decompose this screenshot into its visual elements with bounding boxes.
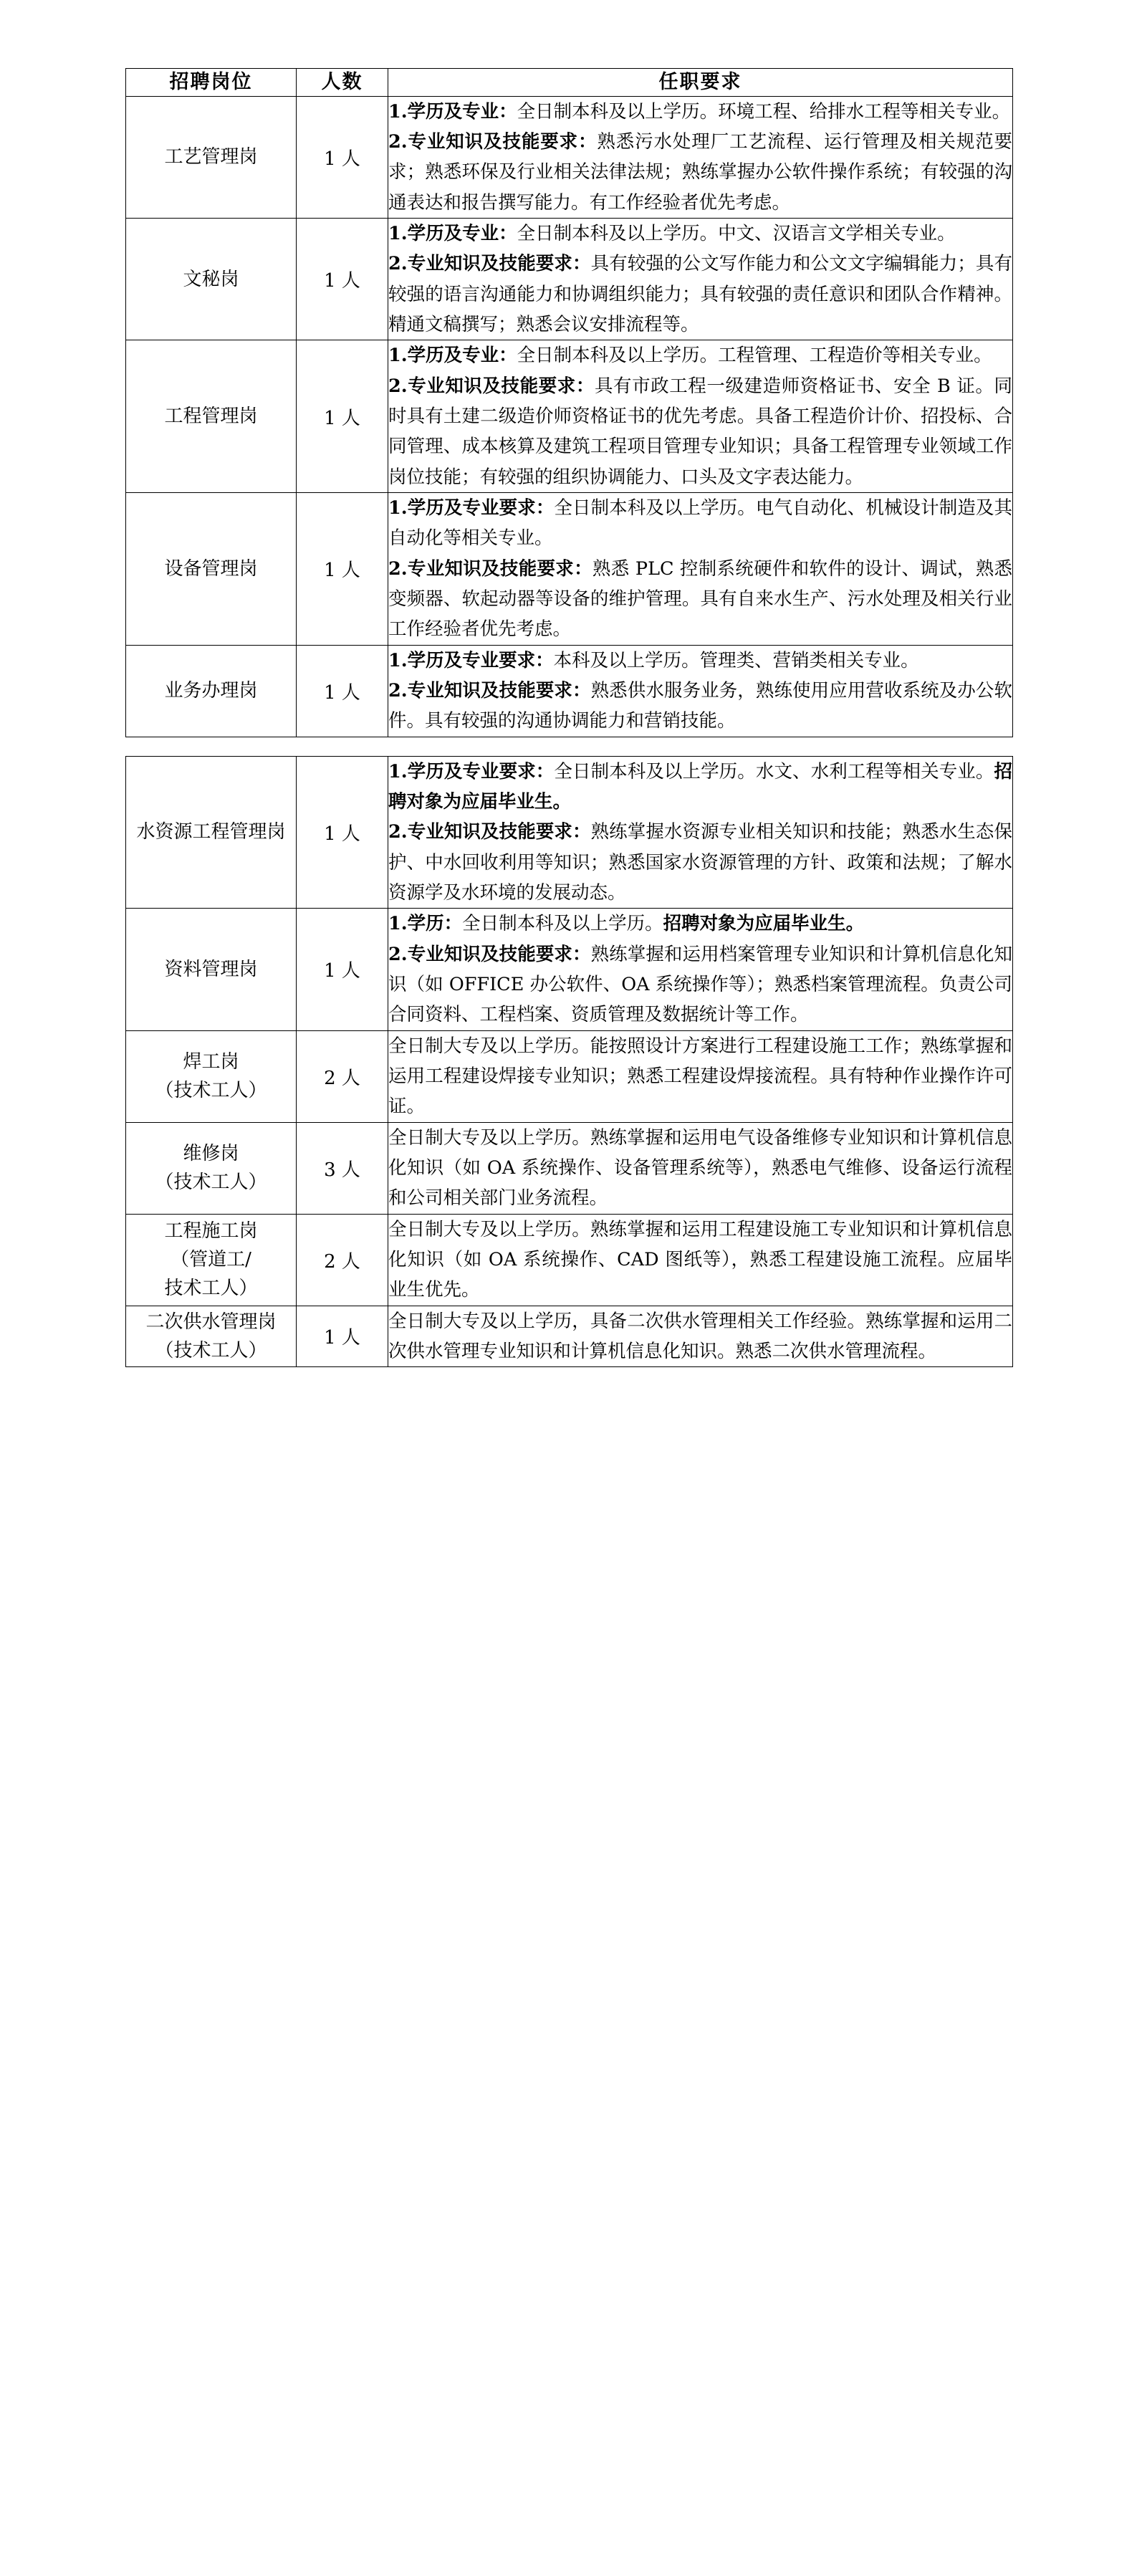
requirement-text: 全日制大专及以上学历。能按照设计方案进行工程建设施工工作；熟练掌握和运用工程建设焊接专业知识；熟悉工程建设焊接流程。具有特种作业操作许可证。	[388, 1035, 1012, 1118]
requirement-line	[388, 219, 1012, 249]
table-header-row	[126, 69, 1013, 97]
cell-count: 1 人	[297, 96, 388, 218]
requirement-label: 1.学历及专业要求：	[388, 497, 555, 519]
requirement-text: 熟练掌握和运用档案管理专业知识和计算机信息化知识（如 OFFICE 办公软件、OA 系统操作等）；熟悉档案管理流程。负责公司合同资料、工程档案、资质管理及数据统计等工作。	[388, 943, 1012, 1026]
requirement-line	[388, 817, 1012, 908]
cell-requirements	[388, 1214, 1013, 1306]
cell-requirements	[388, 340, 1013, 493]
cell-post: 工程施工岗 （管道工/ 技术工人）	[126, 1214, 297, 1306]
requirement-text: 熟练掌握水资源专业相关知识和技能；熟悉水生态保护、中水回收利用等知识；熟悉国家水资源管理的方针、政策和法规；了解水资源学及水环境的发展动态。	[388, 821, 1012, 904]
requirement-line	[388, 1306, 1012, 1367]
cell-requirements	[388, 1306, 1013, 1367]
requirement-label: 2.专业知识及技能要求：	[388, 375, 595, 397]
requirement-line	[388, 554, 1012, 645]
requirement-text: 全日制本科及以上学历。环境工程、给排水工程等相关专业。	[517, 100, 1011, 123]
cell-count: 3 人	[297, 1122, 388, 1214]
requirement-line	[388, 757, 1012, 818]
requirement-emphasis: 招聘对象为应届毕业生。	[388, 760, 1012, 813]
requirement-line	[388, 1123, 1012, 1214]
cell-post: 工艺管理岗	[126, 96, 297, 218]
cell-requirements	[388, 1030, 1013, 1122]
requirement-text: 具有市政工程一级建造师资格证书、安全 B 证。同时具有土建二级造价师资格证书的优先考虑。具备工程造价计价、招投标、合同管理、成本核算及建筑工程项目管理专业知识；具备工程管理专业领域工作岗位技能；有较强的组织协调能力、口头及文字表达能力。	[388, 375, 1013, 488]
cell-requirements	[388, 1122, 1013, 1214]
requirement-emphasis: 招聘对象为应届毕业生。	[663, 913, 865, 935]
cell-post: 文秘岗	[126, 219, 297, 340]
cell-count: 1 人	[297, 219, 388, 340]
requirement-label: 2.专业知识及技能要求：	[388, 680, 591, 702]
cell-post: 维修岗 （技术工人）	[126, 1122, 297, 1214]
requirement-text: 全日制本科及以上学历。	[462, 913, 663, 935]
requirement-text: 全日制本科及以上学历。电气自动化、机械设计制造及其自动化等相关专业。	[388, 497, 1012, 550]
cell-post: 业务办理岗	[126, 645, 297, 737]
requirement-label: 2.专业知识及技能要求：	[388, 131, 598, 153]
cell-requirements	[388, 645, 1013, 737]
cell-requirements	[388, 493, 1013, 646]
requirement-label: 1.学历及专业要求：	[388, 649, 554, 671]
requirement-label: 1.学历及专业：	[388, 223, 517, 245]
table-row	[126, 340, 1013, 493]
cell-post: 设备管理岗	[126, 493, 297, 646]
cell-post: 水资源工程管理岗	[126, 756, 297, 909]
requirement-line	[388, 1031, 1012, 1122]
recruitment-table-part-2	[125, 756, 1013, 1368]
requirement-line	[388, 371, 1012, 492]
header-post: 招聘岗位	[126, 69, 297, 97]
table-row	[126, 909, 1013, 1030]
table-row	[126, 1030, 1013, 1122]
cell-count: 2 人	[297, 1030, 388, 1122]
cell-count: 1 人	[297, 756, 388, 909]
cell-count: 2 人	[297, 1214, 388, 1306]
cell-count: 1 人	[297, 645, 388, 737]
cell-count: 1 人	[297, 493, 388, 646]
cell-post: 二次供水管理岗 （技术工人）	[126, 1306, 297, 1367]
cell-requirements	[388, 96, 1013, 218]
cell-requirements	[388, 219, 1013, 340]
requirement-text: 全日制大专及以上学历。熟练掌握和运用电气设备维修专业知识和计算机信息化知识（如 OA 系统操作、设备管理系统等），熟悉电气维修、设备运行流程和公司相关部门业务流程。	[388, 1126, 1012, 1210]
table-row	[126, 219, 1013, 340]
table-body-part-2	[126, 756, 1013, 1367]
table-row	[126, 1306, 1013, 1367]
header-requirements: 任职要求	[388, 69, 1013, 97]
cell-count: 1 人	[297, 909, 388, 1030]
table-row	[126, 493, 1013, 646]
requirement-line	[388, 493, 1012, 554]
requirement-label: 1.学历及专业要求：	[388, 760, 555, 782]
table-gap	[125, 737, 1012, 756]
requirement-line	[388, 1215, 1012, 1306]
requirement-line	[388, 939, 1012, 1030]
requirement-line	[388, 127, 1012, 218]
requirement-text: 熟悉 PLC 控制系统硬件和软件的设计、调试，熟悉变频器、软起动器等设备的维护管理。具有自来水生产、污水处理及相关行业工作经验者优先考虑。	[388, 557, 1012, 641]
cell-post: 焊工岗 （技术工人）	[126, 1030, 297, 1122]
requirement-line	[388, 909, 1012, 939]
requirement-line	[388, 97, 1012, 127]
table-body-part-1	[126, 96, 1013, 737]
requirement-text: 具有较强的公文写作能力和公文文字编辑能力；具有较强的语言沟通能力和协调组织能力；具有较强的责任意识和团队合作精神。精通文稿撰写；熟悉会议安排流程等。	[388, 253, 1012, 336]
table-row	[126, 96, 1013, 218]
requirement-label: 1.学历及专业：	[388, 100, 517, 123]
table-row	[126, 1122, 1013, 1214]
requirement-text: 全日制本科及以上学历。水文、水利工程等相关专业。	[554, 760, 994, 782]
recruitment-table-part-1	[125, 68, 1013, 737]
requirement-label: 2.专业知识及技能要求：	[388, 943, 591, 965]
requirement-label: 2.专业知识及技能要求：	[388, 557, 593, 580]
requirement-line	[388, 646, 1012, 676]
requirement-line	[388, 676, 1012, 737]
requirement-text: 熟悉污水处理厂工艺流程、运行管理及相关规范要求；熟悉环保及行业相关法律法规；熟练掌握办公软件操作系统；有较强的沟通表达和报告撰写能力。有工作经验者优先考虑。	[388, 131, 1012, 214]
requirement-label: 2.专业知识及技能要求：	[388, 253, 591, 275]
requirement-text: 全日制本科及以上学历。中文、汉语言文学相关专业。	[517, 223, 956, 245]
requirement-text: 熟悉供水服务业务，熟练使用应用营收系统及办公软件。具有较强的沟通协调能力和营销技能。	[388, 680, 1012, 732]
requirement-text: 本科及以上学历。管理类、营销类相关专业。	[553, 649, 919, 671]
cell-post: 资料管理岗	[126, 909, 297, 1030]
header-count: 人数	[297, 69, 388, 97]
requirement-line	[388, 340, 1012, 370]
requirement-label: 1.学历：	[388, 913, 463, 935]
cell-post: 工程管理岗	[126, 340, 297, 493]
cell-requirements	[388, 756, 1013, 909]
cell-count: 1 人	[297, 340, 388, 493]
cell-count: 1 人	[297, 1306, 388, 1367]
requirement-label: 1.学历及专业：	[388, 345, 517, 367]
requirement-line	[388, 249, 1012, 340]
table-row	[126, 645, 1013, 737]
requirement-text: 全日制本科及以上学历。工程管理、工程造价等相关专业。	[517, 345, 992, 367]
requirement-text: 全日制大专及以上学历。熟练掌握和运用工程建设施工专业知识和计算机信息化知识（如 OA 系统操作、CAD 图纸等），熟悉工程建设施工流程。应届毕业生优先。	[388, 1218, 1012, 1301]
cell-requirements	[388, 909, 1013, 1030]
table-row	[126, 1214, 1013, 1306]
table-row	[126, 756, 1013, 909]
requirement-text: 全日制大专及以上学历，具备二次供水管理相关工作经验。熟练掌握和运用二次供水管理专业知识和计算机信息化知识。熟悉二次供水管理流程。	[388, 1310, 1012, 1362]
requirement-label: 2.专业知识及技能要求：	[388, 821, 591, 843]
